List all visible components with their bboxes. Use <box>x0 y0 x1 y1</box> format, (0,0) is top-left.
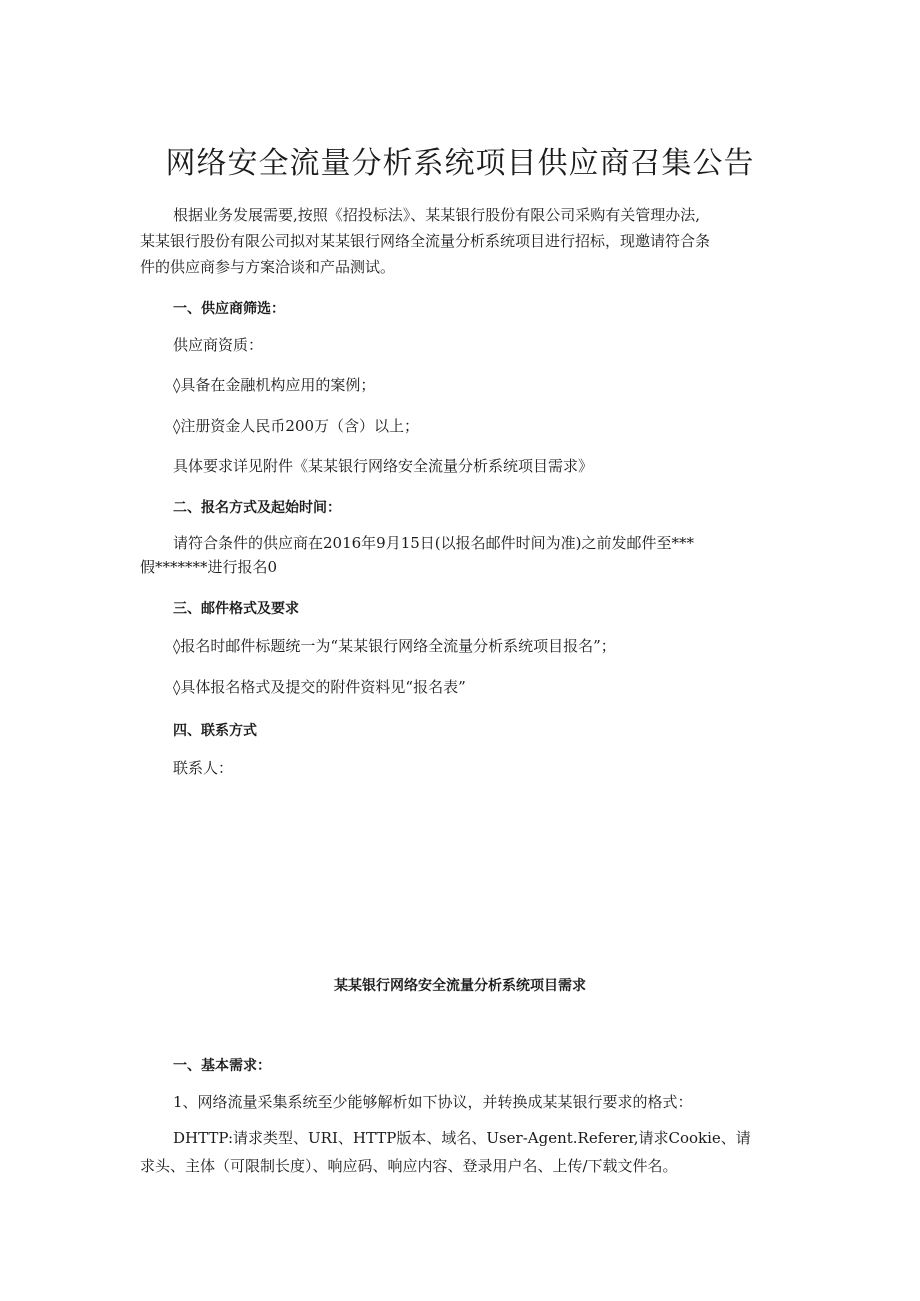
http-fields-line-1: DHTTP:请求类型、URI、HTTP版本、域名、User-Agent.Referer,请求Cookie、请 <box>173 1129 751 1147</box>
qualification-item-1: ◊具备在金融机构应用的案例； <box>173 376 376 394</box>
intro-line-1: 根据业务发展需要,按照《招投标法》、某某银行股份有限公司采购有关管理办法, <box>173 206 701 224</box>
qualification-label: 供应商资质： <box>173 336 264 354</box>
document-title: 网络安全流量分析系统项目供应商召集公告 <box>165 146 755 181</box>
section-2-heading: 二、报名方式及起始时间： <box>173 500 341 516</box>
email-rule-2: ◊具体报名格式及提交的附件资料见“报名表” <box>173 678 466 696</box>
http-fields-line-2: 求头、主体（可限制长度）、响应码、响应内容、登录用户名、上传/下载文件名。 <box>140 1157 678 1175</box>
requirement-note: 具体要求详见附件《某某银行网络安全流量分析系统项目需求》 <box>173 457 594 475</box>
email-rule-1: ◊报名时邮件标题统一为“某某银行网络全流量分析系统项目报名”； <box>173 637 616 655</box>
protocol-requirement: 1、网络流量采集系统至少能够解析如下协议，并转换成某某银行要求的格式： <box>173 1093 693 1111</box>
qualification-item-2: ◊注册资金人民币200万（含）以上； <box>173 417 420 435</box>
intro-line-2: 某某银行股份有限公司拟对某某银行网络全流量分析系统项目进行招标，现邀请符合条 <box>140 232 711 250</box>
registration-line-2: 假*******进行报名0 <box>140 558 278 576</box>
registration-line-1: 请符合条件的供应商在2016年9月15日(以报名邮件时间为准)之前发邮件至*** <box>173 534 695 552</box>
section-1-heading: 一、供应商筛选： <box>173 301 285 317</box>
section-3-heading: 三、邮件格式及要求 <box>173 601 299 617</box>
intro-line-3: 件的供应商参与方案洽谈和产品测试。 <box>140 258 396 276</box>
contact-person: 联系人： <box>173 759 234 777</box>
appendix-title: 某某银行网络安全流量分析系统项目需求 <box>334 978 586 994</box>
appendix-heading: 一、基本需求： <box>173 1058 271 1074</box>
section-4-heading: 四、联系方式 <box>173 723 257 739</box>
